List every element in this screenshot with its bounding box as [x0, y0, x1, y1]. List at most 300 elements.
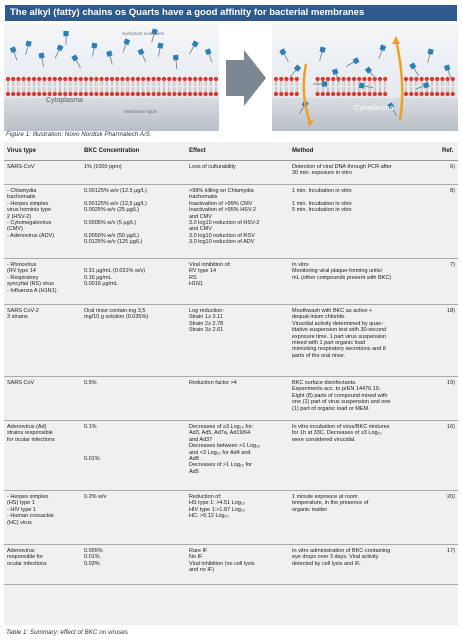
lipid-head-icon	[100, 77, 104, 81]
left-cytoplasm-area	[4, 98, 219, 131]
cell-line: Virucidal activity determined by quan-	[292, 320, 384, 327]
cell-line: and no IF)	[189, 567, 215, 574]
lipid-head-icon	[162, 92, 166, 96]
ref-cell: 17)	[439, 545, 458, 585]
lipid-head-icon	[357, 92, 361, 96]
cell-line: Decreases of ≥3 Log₁₀ for:	[189, 424, 254, 430]
lipid-head-icon	[204, 77, 208, 81]
cell-line: mixed with 1 part organic load	[292, 340, 366, 347]
lipid-head-icon	[11, 77, 15, 81]
lipid-head-icon	[74, 92, 78, 96]
cell-line: organic matter	[292, 506, 328, 513]
cell-line: Strain 1≥ 3.11	[189, 314, 223, 321]
lipid-head-icon	[435, 92, 439, 96]
cell-line: 0.5%	[84, 380, 97, 386]
figure-caption: Figure 1: Illustration: Novo Nordisk Pharmatech A/S	[6, 131, 150, 138]
effect-cell	[186, 377, 289, 421]
cell-line: Ad3, Ad5, Ad7a, Ad19/64	[189, 430, 251, 437]
cell-line: syncytial (RS) virus	[7, 281, 55, 288]
cell-line: Experiments acc. to prEN 14476.19.	[292, 386, 381, 393]
lipid-head-icon	[295, 92, 299, 96]
cell-line: Inactivation of >99% CMV	[189, 200, 253, 207]
lipid-head-icon	[42, 92, 46, 96]
cell-line: - Human coxsackie	[7, 513, 54, 520]
lipid-head-icon	[79, 77, 83, 81]
lipid-head-icon	[42, 77, 46, 81]
lipid-head-icon	[198, 92, 202, 96]
cell-line: Reduction factor >4	[189, 380, 237, 386]
lipid-head-icon	[146, 92, 150, 96]
lipid-head-icon	[347, 92, 351, 96]
lipid-head-icon	[58, 92, 62, 96]
cell-line: - Cytomegalovirus	[7, 220, 52, 227]
virus-cell	[4, 305, 81, 377]
cell-line: 0.00125% w/v (12,5 µg/L)	[84, 200, 147, 207]
effect-cell	[186, 421, 289, 491]
cell-line: one (1) part of virus suspension and one	[292, 399, 391, 406]
cell-line: responsible for	[7, 554, 44, 561]
cell-line: Detection of viral DNA through PCR after	[292, 164, 392, 170]
cell-line: Ad5	[189, 468, 199, 475]
cell-line: 3.0 log10 reduction of ADV	[189, 239, 255, 246]
ref-cell: 18)	[439, 305, 458, 377]
lipid-head-icon	[131, 92, 135, 96]
lipid-head-icon	[27, 77, 31, 81]
lipid-head-icon	[204, 92, 208, 96]
lipid-head-icon	[120, 92, 124, 96]
lipid-head-icon	[94, 92, 98, 96]
transition-arrow-icon	[226, 50, 266, 106]
method-cell	[289, 305, 439, 377]
lipid-head-icon	[120, 77, 124, 81]
cell-line: 0.0005% w/v (5 µg/L)	[84, 220, 137, 227]
lipid-head-icon	[430, 92, 434, 96]
cell-line: (RV type 14	[7, 268, 36, 275]
lipid-head-icon	[336, 92, 340, 96]
lipid-head-icon	[105, 77, 109, 81]
lipid-head-icon	[178, 92, 182, 96]
cell-line: In vitro incubation of virus/BKC mixtures	[292, 424, 390, 430]
lipid-head-icon	[279, 77, 283, 81]
lipid-head-icon	[84, 77, 88, 81]
lipid-head-icon	[321, 92, 325, 96]
cell-line: HIV type 1:>1.87 Log₁₀	[189, 506, 245, 513]
virus-cell	[4, 377, 81, 421]
cell-line: for ocular infections	[7, 436, 55, 443]
method-cell	[289, 491, 439, 545]
lipid-head-icon	[446, 77, 450, 81]
cell-line: RS	[189, 274, 197, 281]
lipid-head-icon	[16, 92, 20, 96]
table-row	[4, 185, 458, 259]
table-row	[4, 161, 458, 185]
lipid-head-icon	[352, 92, 356, 96]
concentration-cell	[81, 259, 186, 305]
cell-line: SARS CoV-2	[7, 308, 39, 314]
lipid-head-icon	[378, 92, 382, 96]
lipid-head-icon	[79, 92, 83, 96]
lipid-head-icon	[198, 77, 202, 81]
lipid-head-icon	[188, 92, 192, 96]
table-row	[4, 259, 458, 305]
cell-line: Decreases of >1 Log₁₀ for	[189, 462, 252, 469]
lipid-head-icon	[141, 77, 145, 81]
lipid-head-icon	[316, 92, 320, 96]
lipid-head-icon	[152, 77, 156, 81]
lipid-head-icon	[53, 92, 57, 96]
lipid-head-icon	[383, 92, 387, 96]
cell-line: Oral rinse contain-ing 3,5	[84, 308, 146, 314]
lipid-head-icon	[94, 77, 98, 81]
cell-line: Rare IF	[189, 548, 208, 554]
cell-line: HS type 1: >4.51 Log₁₀	[189, 500, 245, 507]
effect-cell	[186, 259, 289, 305]
lipid-head-icon	[141, 92, 145, 96]
lipid-head-icon	[6, 92, 10, 96]
cell-line: 0.01%	[84, 456, 100, 463]
lipid-head-icon	[342, 92, 346, 96]
lipid-head-icon	[89, 77, 93, 81]
header-banner: The alkyl (fatty) chains os Quarts have a good affinity for bacterial membranes	[5, 5, 457, 21]
lipid-head-icon	[157, 77, 161, 81]
cell-line: 1 min. Incubation in vitro	[292, 188, 352, 194]
lipid-head-icon	[167, 77, 171, 81]
cell-line: Loss of culturability	[189, 164, 236, 170]
cell-line: 0.0025% w/v (25 µg/L)	[84, 207, 140, 214]
lipid-head-icon	[193, 77, 197, 81]
lipid-head-icon	[435, 77, 439, 81]
cell-line: titative suspension test with 30-second	[292, 327, 387, 334]
cell-line: 3.0 log10 reduction of RSV	[189, 232, 255, 239]
cell-line: Adenovirus	[7, 548, 35, 554]
cell-line: RV type 14	[189, 268, 217, 275]
lipid-head-icon	[53, 77, 57, 81]
cell-line: exposure time. 1 part virus suspension	[292, 333, 387, 340]
lipid-head-icon	[193, 92, 197, 96]
cell-line: H1N1	[189, 281, 204, 288]
effect-cell	[186, 185, 289, 259]
cell-line: 5 min. Incubation in vitro	[292, 207, 352, 214]
cell-line: Strain 3≥ 2.61	[189, 327, 224, 334]
cell-line: 0.1%	[84, 424, 97, 430]
table-row	[4, 421, 458, 491]
cell-line: 0.16 µg/mL	[84, 274, 112, 281]
cell-line: 30 min. exposure in vitro	[292, 170, 352, 177]
lipid-head-icon	[214, 92, 218, 96]
lipid-head-icon	[295, 77, 299, 81]
col-header-virus: Virus type	[4, 142, 81, 161]
cell-line: - Respiratory	[7, 274, 39, 281]
lipid-head-icon	[290, 77, 294, 81]
table-row	[4, 377, 458, 421]
cell-line: (HS) type 1	[7, 500, 35, 507]
cell-line: - HIV type 1	[7, 506, 37, 513]
lipid-head-icon	[178, 77, 182, 81]
cell-line: Eight (8) parts of compound mixed with	[292, 392, 388, 399]
lipid-head-icon	[209, 92, 213, 96]
cell-line: 2 (HSV-2)	[7, 213, 32, 220]
lipid-head-icon	[146, 77, 150, 81]
cell-line: - Chlamydia	[7, 188, 37, 194]
cell-line: Viral inhibition (no cell lysis	[189, 560, 255, 567]
lipid-head-icon	[167, 92, 171, 96]
lipid-head-icon	[115, 92, 119, 96]
cell-line: 0.2% w/v	[84, 494, 107, 500]
ref-cell: 20)	[439, 491, 458, 545]
cell-line: strains responsible	[7, 430, 53, 437]
table-caption: Table 1: Summary: effect of BKC on viruses	[6, 629, 128, 636]
concentration-cell	[81, 545, 186, 585]
virus-cell	[4, 259, 81, 305]
lipid-head-icon	[440, 77, 444, 81]
table-header-row	[4, 142, 458, 161]
ref-cell: 6)	[439, 161, 458, 185]
lipid-head-icon	[284, 92, 288, 96]
lipid-head-icon	[6, 77, 10, 81]
cell-line: (1) part of organic load or MEM.	[292, 405, 370, 412]
virus-cell	[4, 491, 81, 545]
lipid-head-icon	[131, 77, 135, 81]
lipid-head-icon	[74, 77, 78, 81]
cell-line: Monitoring viral plaque-forming units/	[292, 268, 383, 275]
lipid-head-icon	[162, 77, 166, 81]
lipid-head-icon	[22, 77, 26, 81]
cell-line: - Herpes simplex	[7, 200, 49, 207]
lipid-head-icon	[414, 77, 418, 81]
lipid-head-icon	[326, 77, 330, 81]
lipid-head-icon	[425, 92, 429, 96]
lipid-head-icon	[440, 92, 444, 96]
cell-line: - Rhinovirus	[7, 262, 37, 268]
cell-line: >99% killing on Chlamydia	[189, 188, 254, 194]
cell-line: 0.03%	[84, 560, 100, 567]
cell-line: 3.0 log10 reduction of HSV-2	[189, 220, 260, 227]
lipid-head-icon	[110, 77, 114, 81]
col-header-ref: Ref.	[439, 142, 458, 161]
ref-cell: 7)	[439, 259, 458, 305]
cell-line: - Adenovirus (ADV)	[7, 232, 55, 239]
lipid-head-icon	[209, 77, 213, 81]
method-cell	[289, 259, 439, 305]
cell-line: for 1h at 33C. Decreases of ≥3 Log₁₀	[292, 430, 382, 437]
lipid-head-icon	[451, 77, 455, 81]
surfactant-label: Surfactant molecules	[122, 31, 165, 36]
cell-line: detected by cell lysis and IF.	[292, 560, 361, 567]
lipid-head-icon	[274, 77, 278, 81]
cell-line: and <3 Log₁₀ for Ad4 and	[189, 449, 251, 456]
cell-line: and Ad37	[189, 436, 213, 443]
cell-line: virus hominis type	[7, 207, 52, 214]
cell-line: Decreases between >1 Log₁₀	[189, 443, 261, 450]
lipid-head-icon	[284, 77, 288, 81]
lipid-head-icon	[105, 92, 109, 96]
cell-line: Ad8	[189, 456, 199, 463]
lipid-head-icon	[409, 77, 413, 81]
concentration-cell	[81, 185, 186, 259]
lipid-head-icon	[214, 77, 218, 81]
lipid-head-icon	[16, 77, 20, 81]
lipid-head-icon	[136, 92, 140, 96]
lipid-head-icon	[331, 77, 335, 81]
lipid-head-icon	[326, 92, 330, 96]
lipid-head-icon	[383, 77, 387, 81]
lipid-head-icon	[451, 92, 455, 96]
cell-line: - Herpes simplex	[7, 494, 49, 500]
lipid-head-icon	[100, 92, 104, 96]
col-header-concentration: BKC Concentration	[81, 142, 186, 161]
concentration-cell	[81, 161, 186, 185]
cell-line: mL (other compounds present with BKC)	[292, 274, 392, 281]
cell-line: Log reduction:	[189, 308, 224, 314]
cell-line: dequal-inium chloride.	[292, 314, 346, 321]
lipid-head-icon	[362, 77, 366, 81]
lipid-head-icon	[32, 92, 36, 96]
left-cytoplasm-label: Cytoplasma	[46, 97, 83, 104]
cell-line: and CMV	[189, 226, 212, 233]
cell-line: HC: >5.12 Log₁₀	[189, 513, 229, 520]
concentration-cell	[81, 421, 186, 491]
cell-line: trachomatis	[7, 194, 36, 201]
virus-cell	[4, 185, 81, 259]
cell-line: BKC surface disinfectants.	[292, 380, 357, 386]
method-cell	[289, 377, 439, 421]
lipid-head-icon	[48, 77, 52, 81]
cell-line: No IF	[189, 554, 203, 561]
lipid-head-icon	[68, 77, 72, 81]
cell-line: SARS-CoV	[7, 164, 35, 170]
virus-cell	[4, 421, 81, 491]
lipid-head-icon	[342, 77, 346, 81]
cell-line: Reduction of:	[189, 494, 222, 500]
cell-line: Mouthwash with BKC as active +	[292, 308, 373, 314]
table-body	[4, 161, 458, 585]
lipid-head-icon	[290, 92, 294, 96]
effect-cell	[186, 161, 289, 185]
lipid-head-icon	[136, 77, 140, 81]
cell-line: (CMV)	[7, 226, 23, 233]
lipid-head-icon	[378, 77, 382, 81]
lipid-head-icon	[152, 92, 156, 96]
effect-cell	[186, 305, 289, 377]
lipid-head-icon	[183, 77, 187, 81]
membrane-label: Membrane lipids	[124, 109, 158, 114]
lipid-head-icon	[446, 92, 450, 96]
lipid-head-icon	[126, 92, 130, 96]
cell-line: 1% (1000 ppm)	[84, 164, 122, 170]
table-row	[4, 491, 458, 545]
method-cell	[289, 421, 439, 491]
cell-line: 0.0125% w/v (125 µg/L)	[84, 239, 143, 246]
method-cell	[289, 185, 439, 259]
lipid-head-icon	[63, 77, 67, 81]
table-row	[4, 305, 458, 377]
lipid-head-icon	[188, 77, 192, 81]
lipid-head-icon	[110, 92, 114, 96]
lipid-head-icon	[68, 92, 72, 96]
summary-table	[4, 142, 458, 585]
ref-cell: 19)	[439, 377, 458, 421]
illustration-svg	[4, 24, 458, 131]
lipid-head-icon	[352, 77, 356, 81]
lipid-head-icon	[84, 92, 88, 96]
concentration-cell	[81, 377, 186, 421]
cell-line: 0.01%	[84, 554, 100, 561]
effect-cell	[186, 491, 289, 545]
cell-line: SARS CoV	[7, 380, 35, 386]
membrane-illustration	[4, 24, 458, 131]
lipid-head-icon	[414, 92, 418, 96]
lipid-head-icon	[172, 92, 176, 96]
cell-line: 0.31 µg/mL (0.031% w/v)	[84, 268, 146, 275]
col-header-effect: Effect	[186, 142, 289, 161]
cell-line: 0.0050% w/v (50 µg/L)	[84, 232, 140, 239]
lipid-head-icon	[316, 77, 320, 81]
cell-line: 0.005%	[84, 548, 103, 554]
right-cytoplasm-label: Cytoplasma	[354, 103, 394, 112]
virus-cell	[4, 545, 81, 585]
cell-line: were considered virucidal.	[292, 436, 356, 443]
col-header-method: Method	[289, 142, 439, 161]
lipid-head-icon	[362, 92, 366, 96]
lipid-head-icon	[321, 77, 325, 81]
lipid-head-icon	[37, 92, 41, 96]
lipid-head-icon	[115, 77, 119, 81]
lipid-head-icon	[404, 77, 408, 81]
lipid-head-icon	[404, 92, 408, 96]
cell-line: In vitro	[292, 262, 309, 268]
lipid-head-icon	[409, 92, 413, 96]
cell-line: parts of the oral rinse.	[292, 352, 346, 359]
cell-line: eye drops over 3 days. Viral activity	[292, 554, 379, 561]
lipid-head-icon	[373, 92, 377, 96]
cell-line: Inactivation of >95% HSV-2	[189, 207, 257, 214]
effect-cell	[186, 545, 289, 585]
lipid-head-icon	[48, 92, 52, 96]
lipid-head-icon	[32, 77, 36, 81]
lipid-head-icon	[183, 92, 187, 96]
concentration-cell	[81, 491, 186, 545]
cell-line: 1 min. Incubation in vitro	[292, 200, 352, 207]
lipid-head-icon	[22, 92, 26, 96]
lipid-head-icon	[420, 92, 424, 96]
cell-line: 0.0016 µg/mL	[84, 281, 118, 288]
lipid-head-icon	[357, 77, 361, 81]
method-cell	[289, 545, 439, 585]
cell-line: 0.00125% w/v (12.5 µg/L)	[84, 188, 147, 194]
lipid-head-icon	[172, 77, 176, 81]
cell-line: mg/10 g solution (0.035%)	[84, 314, 149, 321]
ref-cell: 16)	[439, 421, 458, 491]
lipid-head-icon	[368, 77, 372, 81]
cell-line: In vitro administration of BKC-containing	[292, 548, 391, 554]
lipid-head-icon	[368, 92, 372, 96]
ref-cell: 8)	[439, 185, 458, 259]
table-row	[4, 545, 458, 585]
lipid-head-icon	[89, 92, 93, 96]
lipid-head-icon	[157, 92, 161, 96]
cell-line: Viral inhibition of:	[189, 262, 231, 268]
lipid-head-icon	[58, 77, 62, 81]
lipid-head-icon	[425, 77, 429, 81]
method-cell	[289, 161, 439, 185]
summary-table-panel	[4, 142, 458, 625]
lipid-head-icon	[126, 77, 130, 81]
lipid-head-icon	[37, 77, 41, 81]
lipid-head-icon	[430, 77, 434, 81]
lipid-head-icon	[420, 77, 424, 81]
lipid-head-icon	[274, 92, 278, 96]
concentration-cell	[81, 305, 186, 377]
